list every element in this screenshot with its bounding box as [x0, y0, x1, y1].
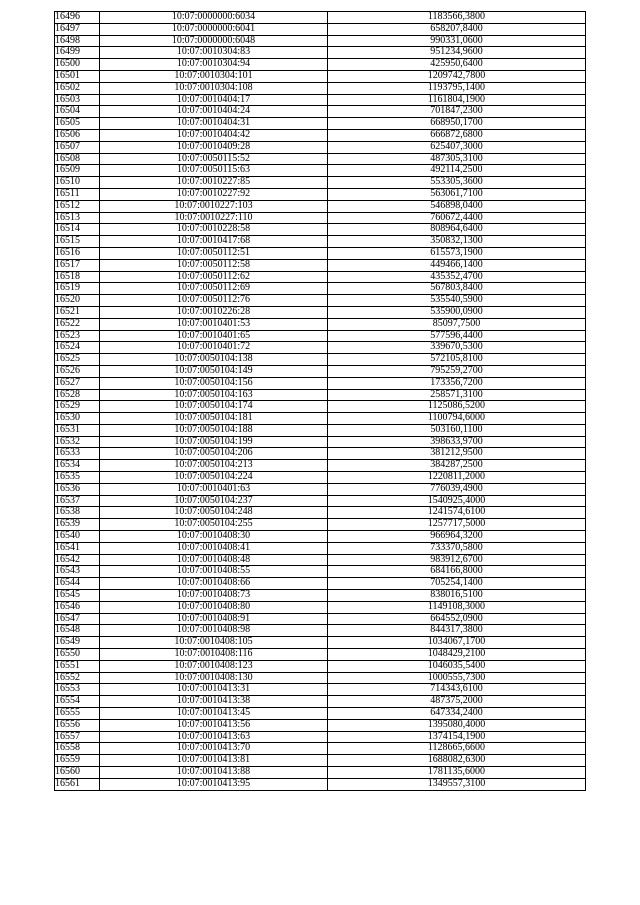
value-cell: 714343,6100 — [328, 684, 586, 696]
table-row — [55, 424, 586, 436]
cadastral-number-cell: 10:07:0050104:156 — [100, 377, 328, 389]
row-number-cell: 16507 — [55, 141, 100, 153]
table-row — [55, 283, 586, 295]
value-cell: 1688082,6300 — [328, 755, 586, 767]
value-cell: 1540925,4000 — [328, 495, 586, 507]
cadastral-number-cell: 10:07:0010413:38 — [100, 696, 328, 708]
table-row — [55, 601, 586, 613]
value-cell: 1193795,1400 — [328, 82, 586, 94]
table-row — [55, 306, 586, 318]
row-number-cell: 16500 — [55, 59, 100, 71]
row-number-cell: 16513 — [55, 212, 100, 224]
row-number-cell: 16542 — [55, 554, 100, 566]
row-number-cell: 16512 — [55, 200, 100, 212]
row-number-cell: 16529 — [55, 401, 100, 413]
table-row — [55, 413, 586, 425]
table-row — [55, 743, 586, 755]
table-row — [55, 731, 586, 743]
row-number-cell: 16531 — [55, 424, 100, 436]
table-row — [55, 637, 586, 649]
table-row — [55, 472, 586, 484]
row-number-cell: 16524 — [55, 342, 100, 354]
table-row — [55, 247, 586, 259]
table-row — [55, 566, 586, 578]
table-body — [55, 12, 586, 791]
row-number-cell: 16527 — [55, 377, 100, 389]
table-row — [55, 519, 586, 531]
table-row — [55, 448, 586, 460]
table-row — [55, 542, 586, 554]
row-number-cell: 16514 — [55, 224, 100, 236]
cadastral-number-cell: 10:07:0010226:28 — [100, 306, 328, 318]
value-cell: 615573,1900 — [328, 247, 586, 259]
table-row — [55, 460, 586, 472]
row-number-cell: 16561 — [55, 778, 100, 790]
cadastral-number-cell: 10:07:0010413:95 — [100, 778, 328, 790]
cadastral-number-cell: 10:07:0050112:62 — [100, 271, 328, 283]
table-row — [55, 94, 586, 106]
table-row — [55, 129, 586, 141]
value-cell: 668950,1700 — [328, 118, 586, 130]
row-number-cell: 16525 — [55, 354, 100, 366]
value-cell: 173356,7200 — [328, 377, 586, 389]
cadastral-number-cell: 10:07:0010413:70 — [100, 743, 328, 755]
value-cell: 384287,2500 — [328, 460, 586, 472]
table-row — [55, 578, 586, 590]
cadastral-number-cell: 10:07:0050104:174 — [100, 401, 328, 413]
table-row — [55, 660, 586, 672]
cadastral-number-cell: 10:07:0010404:31 — [100, 118, 328, 130]
row-number-cell: 16522 — [55, 318, 100, 330]
row-number-cell: 16506 — [55, 129, 100, 141]
value-cell: 553305,3600 — [328, 177, 586, 189]
cadastral-number-cell: 10:07:0010413:31 — [100, 684, 328, 696]
row-number-cell: 16528 — [55, 389, 100, 401]
cadastral-number-cell: 10:07:0010413:63 — [100, 731, 328, 743]
row-number-cell: 16547 — [55, 613, 100, 625]
table-row — [55, 778, 586, 790]
row-number-cell: 16543 — [55, 566, 100, 578]
value-cell: 1183566,3800 — [328, 12, 586, 24]
value-cell: 733370,5800 — [328, 542, 586, 554]
cadastral-number-cell: 10:07:0050104:188 — [100, 424, 328, 436]
row-number-cell: 16509 — [55, 165, 100, 177]
cadastral-number-cell: 10:07:0010304:108 — [100, 82, 328, 94]
table-row — [55, 389, 586, 401]
table-row — [55, 755, 586, 767]
table-row — [55, 330, 586, 342]
value-cell: 258571,3100 — [328, 389, 586, 401]
row-number-cell: 16518 — [55, 271, 100, 283]
cadastral-number-cell: 10:07:0010404:42 — [100, 129, 328, 141]
row-number-cell: 16508 — [55, 153, 100, 165]
table-row — [55, 649, 586, 661]
value-cell: 350832,1300 — [328, 236, 586, 248]
table-row — [55, 613, 586, 625]
cadastral-number-cell: 10:07:0050104:181 — [100, 413, 328, 425]
row-number-cell: 16555 — [55, 708, 100, 720]
cadastral-number-cell: 10:07:0010401:63 — [100, 483, 328, 495]
value-cell: 563061,7100 — [328, 188, 586, 200]
row-number-cell: 16541 — [55, 542, 100, 554]
row-number-cell: 16499 — [55, 47, 100, 59]
value-cell: 664552,0900 — [328, 613, 586, 625]
value-cell: 1128665,6600 — [328, 743, 586, 755]
row-number-cell: 16560 — [55, 767, 100, 779]
cadastral-number-cell: 10:07:0050115:63 — [100, 165, 328, 177]
cadastral-number-cell: 10:07:0010401:72 — [100, 342, 328, 354]
cadastral-number-cell: 10:07:0010413:88 — [100, 767, 328, 779]
row-number-cell: 16553 — [55, 684, 100, 696]
table-row — [55, 70, 586, 82]
value-cell: 1220811,2000 — [328, 472, 586, 484]
cadastral-number-cell: 10:07:0010227:92 — [100, 188, 328, 200]
table-row — [55, 495, 586, 507]
cadastral-number-cell: 10:07:0050104:163 — [100, 389, 328, 401]
cadastral-number-cell: 10:07:0050112:69 — [100, 283, 328, 295]
row-number-cell: 16539 — [55, 519, 100, 531]
row-number-cell: 16535 — [55, 472, 100, 484]
row-number-cell: 16505 — [55, 118, 100, 130]
row-number-cell: 16552 — [55, 672, 100, 684]
cadastral-number-cell: 10:07:0010408:130 — [100, 672, 328, 684]
cadastral-number-cell: 10:07:0010404:17 — [100, 94, 328, 106]
cadastral-number-cell: 10:07:0010228:58 — [100, 224, 328, 236]
cadastral-number-cell: 10:07:0010304:94 — [100, 59, 328, 71]
value-cell: 1161804,1900 — [328, 94, 586, 106]
value-cell: 1374154,1900 — [328, 731, 586, 743]
value-cell: 577596,4400 — [328, 330, 586, 342]
value-cell: 795259,2700 — [328, 365, 586, 377]
row-number-cell: 16498 — [55, 35, 100, 47]
value-cell: 487375,2000 — [328, 696, 586, 708]
row-number-cell: 16502 — [55, 82, 100, 94]
row-number-cell: 16496 — [55, 12, 100, 24]
row-number-cell: 16533 — [55, 448, 100, 460]
value-cell: 425950,6400 — [328, 59, 586, 71]
cadastral-number-cell: 10:07:0050104:213 — [100, 460, 328, 472]
row-number-cell: 16521 — [55, 306, 100, 318]
row-number-cell: 16536 — [55, 483, 100, 495]
row-number-cell: 16549 — [55, 637, 100, 649]
row-number-cell: 16520 — [55, 295, 100, 307]
row-number-cell: 16546 — [55, 601, 100, 613]
table-row — [55, 684, 586, 696]
table-row — [55, 708, 586, 720]
table-row — [55, 177, 586, 189]
value-cell: 705254,1400 — [328, 578, 586, 590]
value-cell: 983912,6700 — [328, 554, 586, 566]
row-number-cell: 16557 — [55, 731, 100, 743]
table-row — [55, 47, 586, 59]
row-number-cell: 16544 — [55, 578, 100, 590]
row-number-cell: 16515 — [55, 236, 100, 248]
cadastral-number-cell: 10:07:0010408:123 — [100, 660, 328, 672]
row-number-cell: 16510 — [55, 177, 100, 189]
cadastral-number-cell: 10:07:0000000:6041 — [100, 23, 328, 35]
row-number-cell: 16534 — [55, 460, 100, 472]
row-number-cell: 16559 — [55, 755, 100, 767]
row-number-cell: 16516 — [55, 247, 100, 259]
value-cell: 1241574,6100 — [328, 507, 586, 519]
cadastral-number-cell: 10:07:0050104:237 — [100, 495, 328, 507]
cadastral-number-cell: 10:07:0050104:206 — [100, 448, 328, 460]
table-row — [55, 483, 586, 495]
row-number-cell: 16540 — [55, 531, 100, 543]
cadastral-number-cell: 10:07:0050104:149 — [100, 365, 328, 377]
cadastral-number-cell: 10:07:0010408:66 — [100, 578, 328, 590]
row-number-cell: 16545 — [55, 590, 100, 602]
value-cell: 1209742,7800 — [328, 70, 586, 82]
value-cell: 1034067,1700 — [328, 637, 586, 649]
row-number-cell: 16530 — [55, 413, 100, 425]
table-row — [55, 318, 586, 330]
row-number-cell: 16503 — [55, 94, 100, 106]
table-row — [55, 365, 586, 377]
table-row — [55, 295, 586, 307]
table-row — [55, 625, 586, 637]
table-row — [55, 719, 586, 731]
cadastral-number-cell: 10:07:0050104:199 — [100, 436, 328, 448]
cadastral-number-cell: 10:07:0050115:52 — [100, 153, 328, 165]
data-table — [54, 11, 586, 791]
cadastral-number-cell: 10:07:0050112:58 — [100, 259, 328, 271]
table-row — [55, 401, 586, 413]
row-number-cell: 16537 — [55, 495, 100, 507]
table-row — [55, 554, 586, 566]
cadastral-number-cell: 10:07:0010404:24 — [100, 106, 328, 118]
row-number-cell: 16519 — [55, 283, 100, 295]
cadastral-number-cell: 10:07:0010408:105 — [100, 637, 328, 649]
row-number-cell: 16501 — [55, 70, 100, 82]
cadastral-number-cell: 10:07:0010304:83 — [100, 47, 328, 59]
value-cell: 684166,8000 — [328, 566, 586, 578]
row-number-cell: 16551 — [55, 660, 100, 672]
cadastral-number-cell: 10:07:0010408:55 — [100, 566, 328, 578]
cadastral-number-cell: 10:07:0050112:76 — [100, 295, 328, 307]
row-number-cell: 16526 — [55, 365, 100, 377]
table-row — [55, 59, 586, 71]
row-number-cell: 16523 — [55, 330, 100, 342]
row-number-cell: 16550 — [55, 649, 100, 661]
value-cell: 1125086,5200 — [328, 401, 586, 413]
value-cell: 625407,3000 — [328, 141, 586, 153]
value-cell: 1048429,2100 — [328, 649, 586, 661]
cadastral-number-cell: 10:07:0050104:248 — [100, 507, 328, 519]
cadastral-number-cell: 10:07:0010408:98 — [100, 625, 328, 637]
value-cell: 844317,3800 — [328, 625, 586, 637]
table-row — [55, 200, 586, 212]
cadastral-number-cell: 10:07:0010408:41 — [100, 542, 328, 554]
table-row — [55, 188, 586, 200]
cadastral-number-cell: 10:07:0010409:28 — [100, 141, 328, 153]
table-row — [55, 212, 586, 224]
table-row — [55, 12, 586, 24]
value-cell: 966964,3200 — [328, 531, 586, 543]
value-cell: 658207,8400 — [328, 23, 586, 35]
value-cell: 1149108,3000 — [328, 601, 586, 613]
table-row — [55, 35, 586, 47]
row-number-cell: 16511 — [55, 188, 100, 200]
value-cell: 808964,6400 — [328, 224, 586, 236]
table-row — [55, 259, 586, 271]
cadastral-number-cell: 10:07:0010408:73 — [100, 590, 328, 602]
table-row — [55, 224, 586, 236]
table-row — [55, 236, 586, 248]
value-cell: 492114,2500 — [328, 165, 586, 177]
value-cell: 449466,1400 — [328, 259, 586, 271]
table-row — [55, 354, 586, 366]
value-cell: 666872,6800 — [328, 129, 586, 141]
table-row — [55, 165, 586, 177]
table-row — [55, 672, 586, 684]
table-row — [55, 377, 586, 389]
value-cell: 381212,9500 — [328, 448, 586, 460]
cadastral-number-cell: 10:07:0010401:53 — [100, 318, 328, 330]
cadastral-number-cell: 10:07:0010227:110 — [100, 212, 328, 224]
cadastral-number-cell: 10:07:0010304:101 — [100, 70, 328, 82]
value-cell: 1100794,6000 — [328, 413, 586, 425]
value-cell: 838016,5100 — [328, 590, 586, 602]
table-row — [55, 767, 586, 779]
table-row — [55, 507, 586, 519]
table-row — [55, 23, 586, 35]
cadastral-number-cell: 10:07:0050112:51 — [100, 247, 328, 259]
cadastral-number-cell: 10:07:0000000:6034 — [100, 12, 328, 24]
value-cell: 85097,7500 — [328, 318, 586, 330]
table-row — [55, 82, 586, 94]
value-cell: 701847,2300 — [328, 106, 586, 118]
cadastral-number-cell: 10:07:0010401:65 — [100, 330, 328, 342]
cadastral-number-cell: 10:07:0010227:85 — [100, 177, 328, 189]
cadastral-number-cell: 10:07:0010413:81 — [100, 755, 328, 767]
table-row — [55, 342, 586, 354]
value-cell: 546898,0400 — [328, 200, 586, 212]
table-row — [55, 271, 586, 283]
value-cell: 572105,8100 — [328, 354, 586, 366]
row-number-cell: 16556 — [55, 719, 100, 731]
table-row — [55, 106, 586, 118]
value-cell: 535900,0900 — [328, 306, 586, 318]
table-row — [55, 531, 586, 543]
row-number-cell: 16497 — [55, 23, 100, 35]
cadastral-number-cell: 10:07:0010408:30 — [100, 531, 328, 543]
value-cell: 990331,0600 — [328, 35, 586, 47]
value-cell: 1000555,7300 — [328, 672, 586, 684]
cadastral-number-cell: 10:07:0010408:80 — [100, 601, 328, 613]
cadastral-number-cell: 10:07:0010417:68 — [100, 236, 328, 248]
value-cell: 760672,4400 — [328, 212, 586, 224]
cadastral-number-cell: 10:07:0010413:56 — [100, 719, 328, 731]
value-cell: 503160,1100 — [328, 424, 586, 436]
cadastral-number-cell: 10:07:0010408:48 — [100, 554, 328, 566]
row-number-cell: 16558 — [55, 743, 100, 755]
table-row — [55, 153, 586, 165]
table-row — [55, 118, 586, 130]
value-cell: 647334,2400 — [328, 708, 586, 720]
value-cell: 1349557,3100 — [328, 778, 586, 790]
value-cell: 776039,4900 — [328, 483, 586, 495]
table-row — [55, 696, 586, 708]
value-cell: 951234,9600 — [328, 47, 586, 59]
row-number-cell: 16504 — [55, 106, 100, 118]
row-number-cell: 16538 — [55, 507, 100, 519]
value-cell: 1046035,5400 — [328, 660, 586, 672]
value-cell: 487305,3100 — [328, 153, 586, 165]
row-number-cell: 16554 — [55, 696, 100, 708]
table-row — [55, 590, 586, 602]
cadastral-number-cell: 10:07:0000000:6048 — [100, 35, 328, 47]
table-row — [55, 436, 586, 448]
cadastral-number-cell: 10:07:0010227:103 — [100, 200, 328, 212]
row-number-cell: 16517 — [55, 259, 100, 271]
value-cell: 339670,5300 — [328, 342, 586, 354]
value-cell: 1781135,6000 — [328, 767, 586, 779]
table-row — [55, 141, 586, 153]
value-cell: 435352,4700 — [328, 271, 586, 283]
row-number-cell: 16548 — [55, 625, 100, 637]
cadastral-number-cell: 10:07:0050104:138 — [100, 354, 328, 366]
cadastral-number-cell: 10:07:0010408:116 — [100, 649, 328, 661]
cadastral-number-cell: 10:07:0050104:255 — [100, 519, 328, 531]
cadastral-number-cell: 10:07:0050104:224 — [100, 472, 328, 484]
row-number-cell: 16532 — [55, 436, 100, 448]
value-cell: 535540,5900 — [328, 295, 586, 307]
cadastral-number-cell: 10:07:0010408:91 — [100, 613, 328, 625]
value-cell: 398633,9700 — [328, 436, 586, 448]
value-cell: 567803,8400 — [328, 283, 586, 295]
value-cell: 1257717,5000 — [328, 519, 586, 531]
value-cell: 1395080,4000 — [328, 719, 586, 731]
cadastral-number-cell: 10:07:0010413:45 — [100, 708, 328, 720]
